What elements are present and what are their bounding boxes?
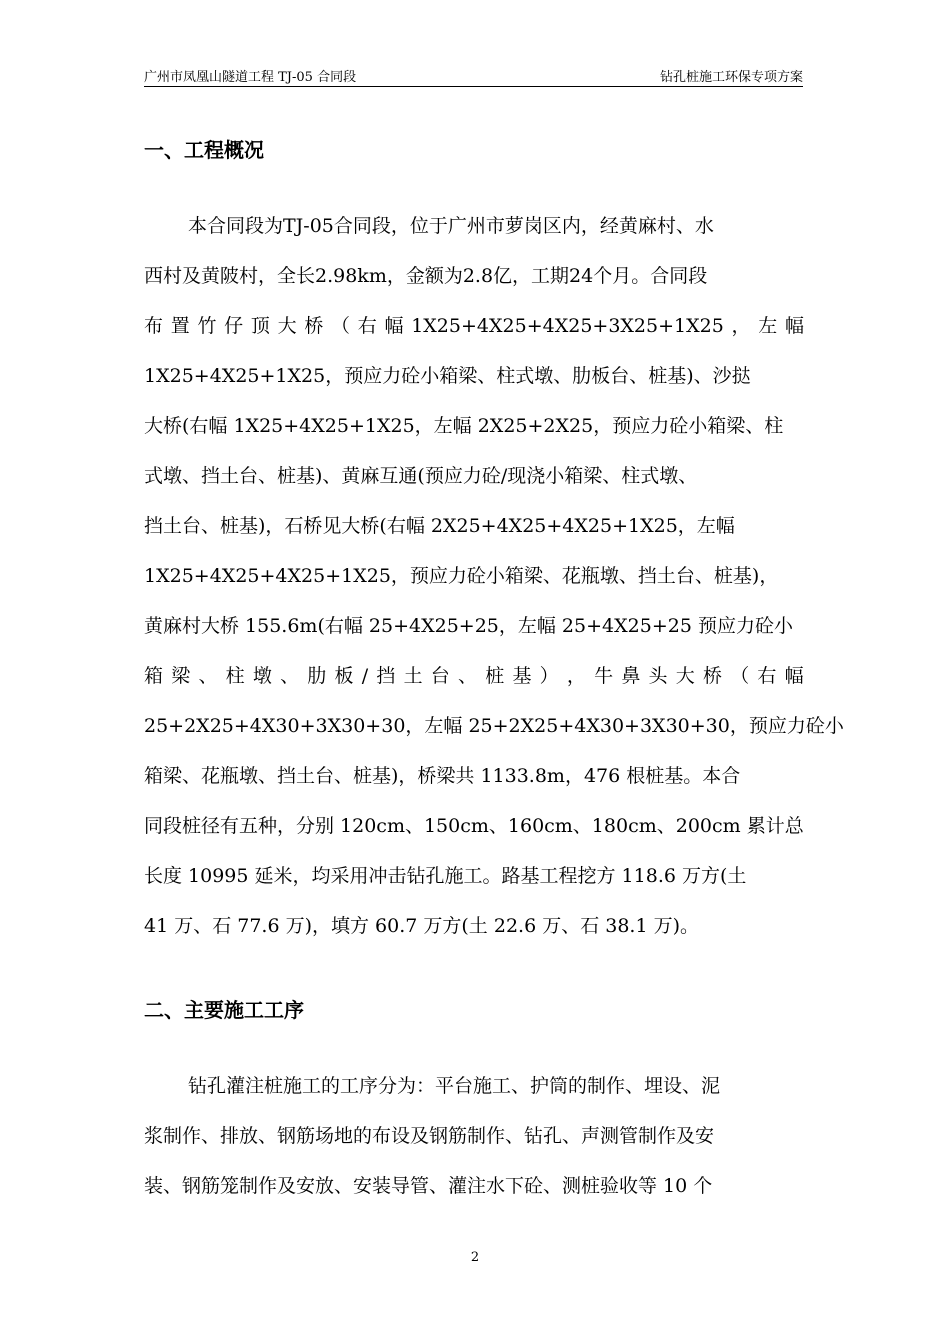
section-1-line: 西村及黄陂村，全长2.98km，金额为2.8亿，工期24个月。合同段 [144, 265, 708, 287]
header-document-title: 钻孔桩施工环保专项方案 [659, 70, 803, 85]
section-1-line: 式墩、挡土台、桩基)、黄麻互通(预应力砼/现浇小箱梁、柱式墩、 [144, 465, 698, 487]
header-project-title: 广州市凤凰山隧道工程 TJ-05 合同段 [144, 70, 357, 85]
justified-token: 幅 [784, 665, 804, 687]
justified-token: 1X25+4X25+4X25+3X25+1X25 [411, 315, 724, 337]
justified-token: 竹 [197, 315, 217, 337]
justified-token: 梁 [171, 665, 191, 687]
justified-token: 幅 [384, 315, 404, 337]
section-1-line: 大桥(右幅 1X25+4X25+1X25，左幅 2X25+2X25，预应力砼小箱梁、柱 [144, 415, 784, 437]
justified-token: 右 [757, 665, 777, 687]
section-1-line: 25+2X25+4X30+3X30+30，左幅 25+2X25+4X30+3X30+30，预应力砼小 [144, 715, 844, 737]
justified-token: 右 [357, 315, 377, 337]
justified-token: 台 [430, 665, 450, 687]
justified-token: （ [730, 665, 750, 687]
section-1-line: 本合同段为TJ-05合同段，位于广州市萝岗区内，经黄麻村、水 [188, 215, 714, 237]
justified-token: 鼻 [621, 665, 641, 687]
justified-token: 基 [512, 665, 532, 687]
section-1-line: 1X25+4X25+1X25，预应力砼小箱梁、柱式墩、肋板台、桩基)、沙挞 [144, 365, 751, 387]
justified-token: 头 [648, 665, 668, 687]
justified-token: 顶 [250, 315, 270, 337]
section-2-heading: 二、主要施工工序 [144, 998, 304, 1022]
justified-token: 墩 [252, 665, 272, 687]
section-1-line: 同段桩径有五种，分别 120cm、150cm、160cm、180cm、200cm 累计总 [144, 815, 804, 837]
section-1-line: 挡土台、桩基)，石桥见大桥(右幅 2X25+4X25+4X25+1X25，左幅 [144, 515, 735, 537]
justified-token: ） [539, 665, 559, 687]
justified-token: / [361, 665, 369, 687]
justified-token: 板 [334, 665, 354, 687]
justified-token: 仔 [224, 315, 244, 337]
section-2-line: 钻孔灌注桩施工的工序分为：平台施工、护筒的制作、埋设、泥 [188, 1075, 721, 1097]
justified-token: 、 [198, 665, 218, 687]
justified-token: 、 [458, 665, 478, 687]
section-1-line: 1X25+4X25+4X25+1X25，预应力砼小箱梁、花瓶墩、挡土台、桩基)， [144, 565, 779, 587]
justified-token: 置 [170, 315, 190, 337]
section-2-line: 装、钢筋笼制作及安放、安装导管、灌注水下砼、测桩验收等 10 个 [144, 1175, 713, 1197]
justified-token: 大 [277, 315, 297, 337]
justified-token: 幅 [784, 315, 804, 337]
justified-token: 挡 [376, 665, 396, 687]
justified-token: 桥 [702, 665, 722, 687]
section-2-line: 浆制作、排放、钢筋场地的布设及钢筋制作、钻孔、声测管制作及安 [144, 1125, 715, 1147]
page-number: 2 [470, 1250, 480, 1265]
justified-token: 桥 [304, 315, 324, 337]
justified-token: 布 [144, 315, 164, 337]
section-1-line: 黄麻村大桥 155.6m(右幅 25+4X25+25，左幅 25+4X25+25 预应力砼小 [144, 615, 793, 637]
section-1-line-justified [144, 663, 804, 689]
justified-token: 牛 [594, 665, 614, 687]
justified-token: 柱 [225, 665, 245, 687]
justified-token: 大 [675, 665, 695, 687]
section-1-heading: 一、工程概况 [144, 138, 264, 162]
justified-token: 桩 [485, 665, 505, 687]
justified-token: 、 [280, 665, 300, 687]
section-1-line: 长度 10995 延米，均采用冲击钻孔施工。路基工程挖方 118.6 万方(土 [144, 865, 747, 887]
page-header [144, 66, 803, 87]
section-1-line: 41 万、石 77.6 万)，填方 60.7 万方(土 22.6 万、石 38.1 万)。 [144, 915, 699, 937]
section-1-line: 箱梁、花瓶墩、挡土台、桩基)，桥梁共 1133.8m，476 根桩基。本合 [144, 765, 741, 787]
justified-token: 土 [403, 665, 423, 687]
justified-token: 箱 [144, 665, 164, 687]
justified-token: （ [331, 315, 351, 337]
justified-token: 肋 [307, 665, 327, 687]
justified-token: ， [566, 665, 586, 687]
justified-token: ， [731, 315, 751, 337]
section-1-line-justified [144, 313, 804, 339]
justified-token: 左 [758, 315, 778, 337]
